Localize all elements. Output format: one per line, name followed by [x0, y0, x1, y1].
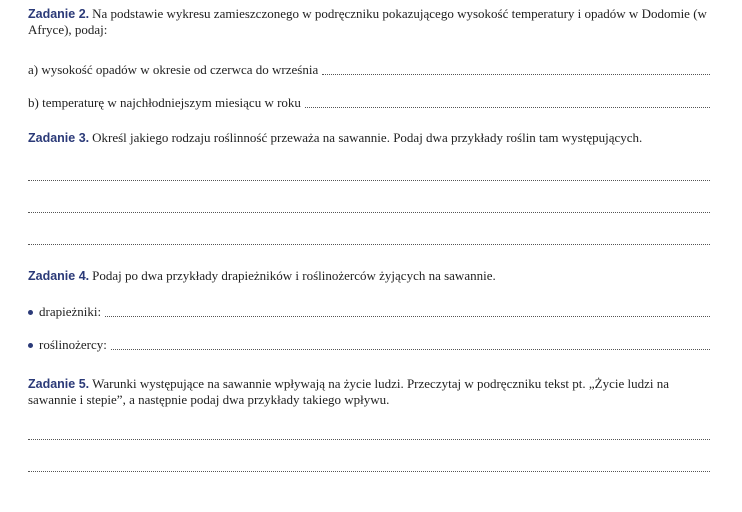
task-2-item-a — [28, 62, 710, 78]
task-5-instruction — [28, 376, 710, 408]
bullet-icon — [28, 310, 33, 315]
task-2-item-b-prompt: b) temperaturę w najchłodniejszym miesiącu w roku — [28, 95, 301, 110]
task-4-text: Podaj po dwa przykłady drapieżników i roślinożerców żyjących na sawannie. — [92, 268, 496, 283]
answer-line-4-herbivores[interactable] — [111, 338, 710, 350]
task-4-instruction — [28, 268, 710, 284]
answer-line-5-1[interactable] — [28, 438, 710, 440]
task-5-label: Zadanie 5. — [28, 377, 90, 391]
task-2-text: Na podstawie wykresu zamieszczonego w podręczniku pokazującego wysokość temperatury i opadów w Dodomie (w Afryce), podaj: — [28, 6, 707, 37]
task-4-label: Zadanie 4. — [28, 269, 90, 283]
task-4-item-1 — [28, 304, 710, 320]
task-3-instruction — [28, 130, 710, 146]
answer-line-4-predators[interactable] — [105, 305, 710, 317]
answer-line-3-2[interactable] — [28, 211, 710, 213]
task-4-item-2-prompt — [28, 337, 111, 353]
task-4-item-1-prompt — [28, 304, 105, 320]
predators-label: drapieżniki: — [39, 304, 102, 319]
answer-line-2b[interactable] — [305, 96, 710, 108]
answer-line-3-3[interactable] — [28, 243, 710, 245]
task-4-item-2 — [28, 337, 710, 353]
answer-line-3-1[interactable] — [28, 179, 710, 181]
task-2-item-a-prompt: a) wysokość opadów w okresie od czerwca do września — [28, 62, 319, 77]
task-2-instruction — [28, 6, 710, 38]
task-3-text: Określ jakiego rodzaju roślinność przeważa na sawannie. Podaj dwa przykłady roślin tam występujących. — [92, 130, 643, 145]
bullet-icon — [28, 343, 33, 348]
answer-line-2a[interactable] — [322, 63, 710, 75]
herbivores-label: roślinożercy: — [39, 337, 107, 352]
task-2-item-b — [28, 95, 710, 111]
answer-line-5-2[interactable] — [28, 470, 710, 472]
task-2 — [28, 6, 710, 38]
task-5-text: Warunki występujące na sawannie wpływają na życie ludzi. Przeczytaj w podręczniku tekst pt. „Życie ludzi na sawannie i stepie”, a następnie podaj dwa przykłady takiego wpływu. — [28, 376, 670, 407]
task-3-label: Zadanie 3. — [28, 131, 90, 145]
task-2-label: Zadanie 2. — [28, 7, 90, 21]
